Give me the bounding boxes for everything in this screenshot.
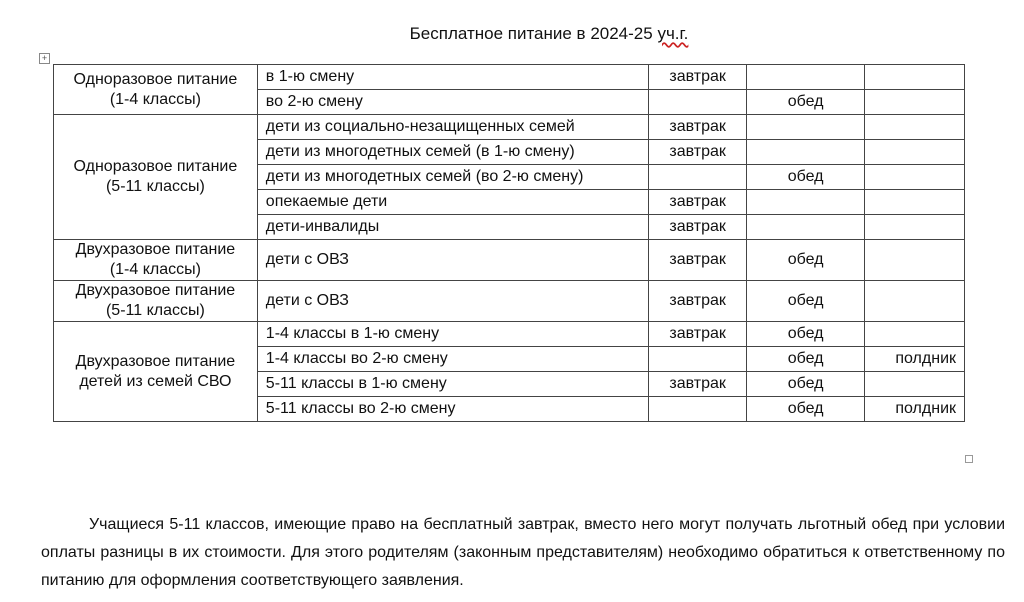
- breakfast-cell: завтрак: [649, 322, 747, 347]
- lunch-cell: обед: [747, 281, 865, 322]
- lunch-cell: обед: [747, 240, 865, 281]
- snack-cell: [865, 372, 965, 397]
- title-text: Бесплатное питание в 2024-25: [409, 24, 658, 43]
- table-row: [54, 322, 965, 347]
- table-move-handle-icon[interactable]: +: [39, 53, 50, 64]
- row-description: во 2-ю смену: [257, 90, 648, 115]
- title-abbrev: уч.г.: [657, 24, 689, 43]
- row-description: дети из многодетных семей (в 1-ю смену): [257, 140, 648, 165]
- table-row: [54, 115, 965, 140]
- meals-table: [53, 64, 965, 422]
- row-description: дети из социально-незащищенных семей: [257, 115, 648, 140]
- snack-cell: полдник: [865, 397, 965, 422]
- snack-cell: [865, 90, 965, 115]
- row-description: 5-11 классы в 1-ю смену: [257, 372, 648, 397]
- lunch-cell: [747, 215, 865, 240]
- breakfast-cell: завтрак: [649, 115, 747, 140]
- breakfast-cell: завтрак: [649, 372, 747, 397]
- snack-cell: [865, 281, 965, 322]
- breakfast-cell: завтрак: [649, 140, 747, 165]
- row-description: дети с ОВЗ: [257, 281, 648, 322]
- lunch-cell: обед: [747, 165, 865, 190]
- snack-cell: полдник: [865, 347, 965, 372]
- group-label: Одноразовое питание (1-4 классы): [54, 65, 258, 115]
- row-description: дети с ОВЗ: [257, 240, 648, 281]
- breakfast-cell: [649, 90, 747, 115]
- snack-cell: [865, 190, 965, 215]
- lunch-cell: [747, 65, 865, 90]
- group-label: Двухразовое питание (1-4 классы): [54, 240, 258, 281]
- snack-cell: [865, 140, 965, 165]
- lunch-cell: [747, 115, 865, 140]
- lunch-cell: [747, 140, 865, 165]
- breakfast-cell: завтрак: [649, 65, 747, 90]
- group-label: Одноразовое питание (5-11 классы): [54, 115, 258, 240]
- table-row: [54, 65, 965, 90]
- snack-cell: [865, 215, 965, 240]
- lunch-cell: обед: [747, 322, 865, 347]
- lunch-cell: обед: [747, 90, 865, 115]
- group-label: Двухразовое питание детей из семей СВО: [54, 322, 258, 422]
- row-description: дети-инвалиды: [257, 215, 648, 240]
- row-description: 5-11 классы во 2-ю смену: [257, 397, 648, 422]
- row-description: дети из многодетных семей (во 2-ю смену): [257, 165, 648, 190]
- row-description: в 1-ю смену: [257, 65, 648, 90]
- lunch-cell: обед: [747, 372, 865, 397]
- snack-cell: [865, 322, 965, 347]
- row-description: 1-4 классы в 1-ю смену: [257, 322, 648, 347]
- snack-cell: [865, 65, 965, 90]
- breakfast-cell: завтрак: [649, 281, 747, 322]
- lunch-cell: обед: [747, 347, 865, 372]
- row-description: 1-4 классы во 2-ю смену: [257, 347, 648, 372]
- breakfast-cell: [649, 347, 747, 372]
- group-label: Двухразовое питание (5-11 классы): [54, 281, 258, 322]
- snack-cell: [865, 165, 965, 190]
- row-description: опекаемые дети: [257, 190, 648, 215]
- table-resize-handle-icon[interactable]: [965, 455, 973, 463]
- table-row: [54, 240, 965, 281]
- breakfast-cell: [649, 165, 747, 190]
- lunch-cell: обед: [747, 397, 865, 422]
- breakfast-cell: [649, 397, 747, 422]
- document-title: [0, 24, 1024, 44]
- breakfast-cell: завтрак: [649, 240, 747, 281]
- table-row: [54, 281, 965, 322]
- breakfast-cell: завтрак: [649, 215, 747, 240]
- info-paragraph: Учащиеся 5-11 классов, имеющие право на бесплатный завтрак, вместо него могут получать льготный обед при условии оплаты разницы в их стоимости. Для этого родителям (законным представителям) необходимо обратиться к ответственному по питанию для оформления соответствующего заявления.: [41, 516, 1005, 589]
- lunch-cell: [747, 190, 865, 215]
- snack-cell: [865, 115, 965, 140]
- breakfast-cell: завтрак: [649, 190, 747, 215]
- snack-cell: [865, 240, 965, 281]
